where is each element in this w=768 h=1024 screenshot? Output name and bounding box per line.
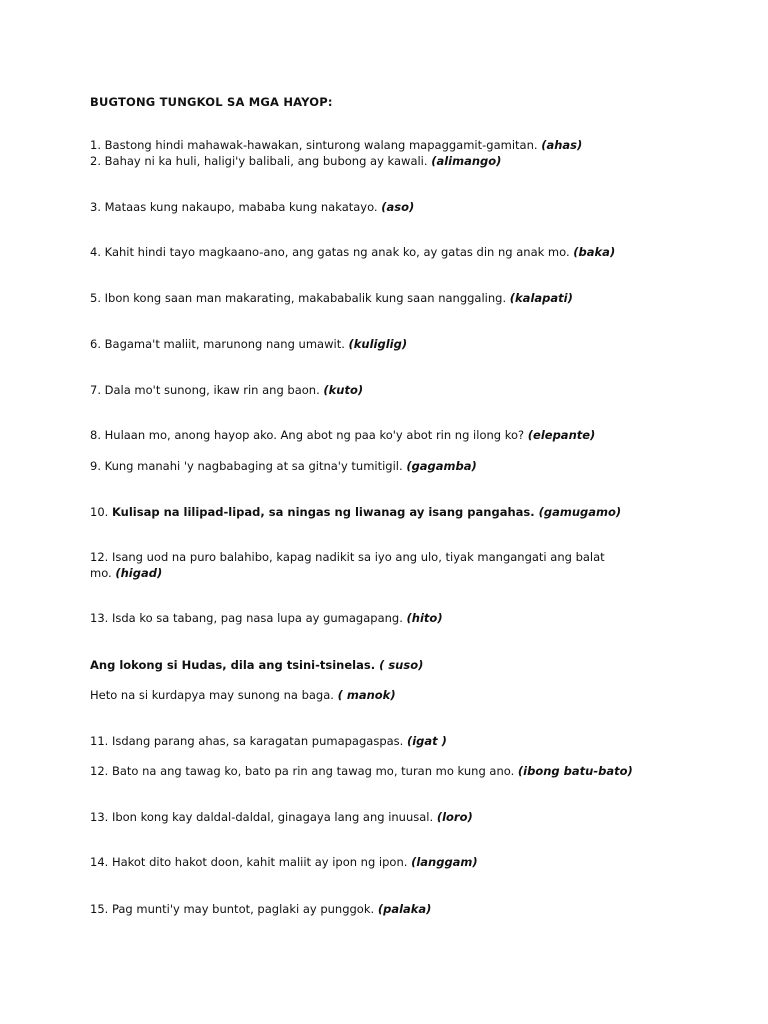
riddle-manok bbox=[90, 687, 650, 703]
riddle-answer: (ahas) bbox=[541, 138, 583, 152]
riddle-answer: (elepante) bbox=[527, 428, 596, 442]
riddle-answer: (ibong batu-bato) bbox=[517, 764, 633, 778]
riddle-text: 1. Bastong hindi mahawak-hawakan, sinturong walang mapaggamit-gamitan. bbox=[90, 138, 542, 152]
riddle-text: 3. Mataas kung nakaupo, mababa kung nakatayo. bbox=[90, 200, 382, 214]
riddle-text: 13. Ibon kong kay daldal-daldal, ginagaya lang ang inuusal. bbox=[90, 810, 437, 824]
riddle-text: 12. Bato na ang tawag ko, bato pa rin ang tawag mo, turan mo kung ano. bbox=[90, 764, 518, 778]
riddle-text: Heto na si kurdapya may sunong na baga. bbox=[90, 688, 338, 702]
riddle-8 bbox=[90, 427, 650, 443]
riddle-7 bbox=[90, 382, 650, 398]
riddle-answer: ( suso) bbox=[379, 658, 424, 672]
riddle-text: 4. Kahit hindi tayo magkaano-ano, ang gatas ng anak ko, ay gatas din ng anak mo. bbox=[90, 245, 574, 259]
riddle-4 bbox=[90, 244, 650, 260]
riddle-text: 5. Ibon kong saan man makarating, makababalik kung saan nanggaling. bbox=[90, 291, 510, 305]
riddle-answer: (palaka) bbox=[377, 902, 432, 916]
riddle-answer: (kalapati) bbox=[509, 291, 573, 305]
riddle-text: 2. Bahay ni ka huli, haligi'y balibali, ang bubong ay kawali. bbox=[90, 154, 432, 168]
riddle-text: 15. Pag munti'y may buntot, paglaki ay punggok. bbox=[90, 902, 378, 916]
riddle-11 bbox=[90, 733, 650, 749]
riddle-15 bbox=[90, 901, 650, 917]
riddle-answer: (kuto) bbox=[323, 383, 364, 397]
riddle-3 bbox=[90, 199, 650, 215]
riddle-answer: (langgam) bbox=[411, 855, 478, 869]
riddle-answer: (higad) bbox=[115, 566, 163, 580]
riddle-12b bbox=[90, 763, 650, 779]
riddle-answer: (alimango) bbox=[431, 154, 502, 168]
riddle-text: 9. Kung manahi 'y nagbabaging at sa gitna'y tumitigil. bbox=[90, 459, 407, 473]
riddle-suso bbox=[90, 657, 650, 673]
riddle-text: mo. bbox=[90, 566, 116, 580]
riddle-answer: (aso) bbox=[381, 200, 415, 214]
riddle-answer: (kuliglig) bbox=[348, 337, 408, 351]
riddle-2 bbox=[90, 153, 650, 169]
riddle-text: 14. Hakot dito hakot doon, kahit maliit ay ipon ng ipon. bbox=[90, 855, 412, 869]
riddle-text: 13. Isda ko sa tabang, pag nasa lupa ay gumagapang. bbox=[90, 611, 407, 625]
riddle-text: 11. Isdang parang ahas, sa karagatan pumapagaspas. bbox=[90, 734, 407, 748]
riddle-answer: (igat ) bbox=[406, 734, 447, 748]
riddle-answer: (gagamba) bbox=[406, 459, 477, 473]
riddle-text: 7. Dala mo't sunong, ikaw rin ang baon. bbox=[90, 383, 324, 397]
riddle-9 bbox=[90, 458, 650, 474]
riddle-text: 6. Bagama't maliit, marunong nang umawit. bbox=[90, 337, 349, 351]
riddle-answer: (loro) bbox=[436, 810, 473, 824]
document-title: BUGTONG TUNGKOL SA MGA HAYOP: bbox=[90, 95, 333, 109]
riddle-text: 12. Isang uod na puro balahibo, kapag nadikit sa iyo ang ulo, tiyak mangangati ang balat bbox=[90, 550, 605, 564]
riddle-answer: (hito) bbox=[406, 611, 443, 625]
riddle-number: 10. bbox=[90, 505, 112, 519]
riddle-1 bbox=[90, 137, 650, 153]
riddle-12a bbox=[90, 549, 650, 565]
riddle-12a-continued bbox=[90, 565, 650, 581]
riddle-14 bbox=[90, 854, 650, 870]
riddle-13b bbox=[90, 809, 650, 825]
riddle-answer: ( manok) bbox=[337, 688, 396, 702]
riddle-10 bbox=[90, 504, 650, 520]
riddle-answer: (baka) bbox=[573, 245, 616, 259]
riddle-13a bbox=[90, 610, 650, 626]
riddle-6 bbox=[90, 336, 650, 352]
riddle-5 bbox=[90, 290, 650, 306]
riddle-text: 8. Hulaan mo, anong hayop ako. Ang abot ng paa ko'y abot rin ng ilong ko? bbox=[90, 428, 528, 442]
riddle-text: Ang lokong si Hudas, dila ang tsini-tsinelas. bbox=[90, 658, 380, 672]
riddle-answer: (gamugamo) bbox=[538, 505, 622, 519]
riddle-text: Kulisap na lilipad-lipad, sa ningas ng liwanag ay isang pangahas. bbox=[111, 505, 539, 519]
